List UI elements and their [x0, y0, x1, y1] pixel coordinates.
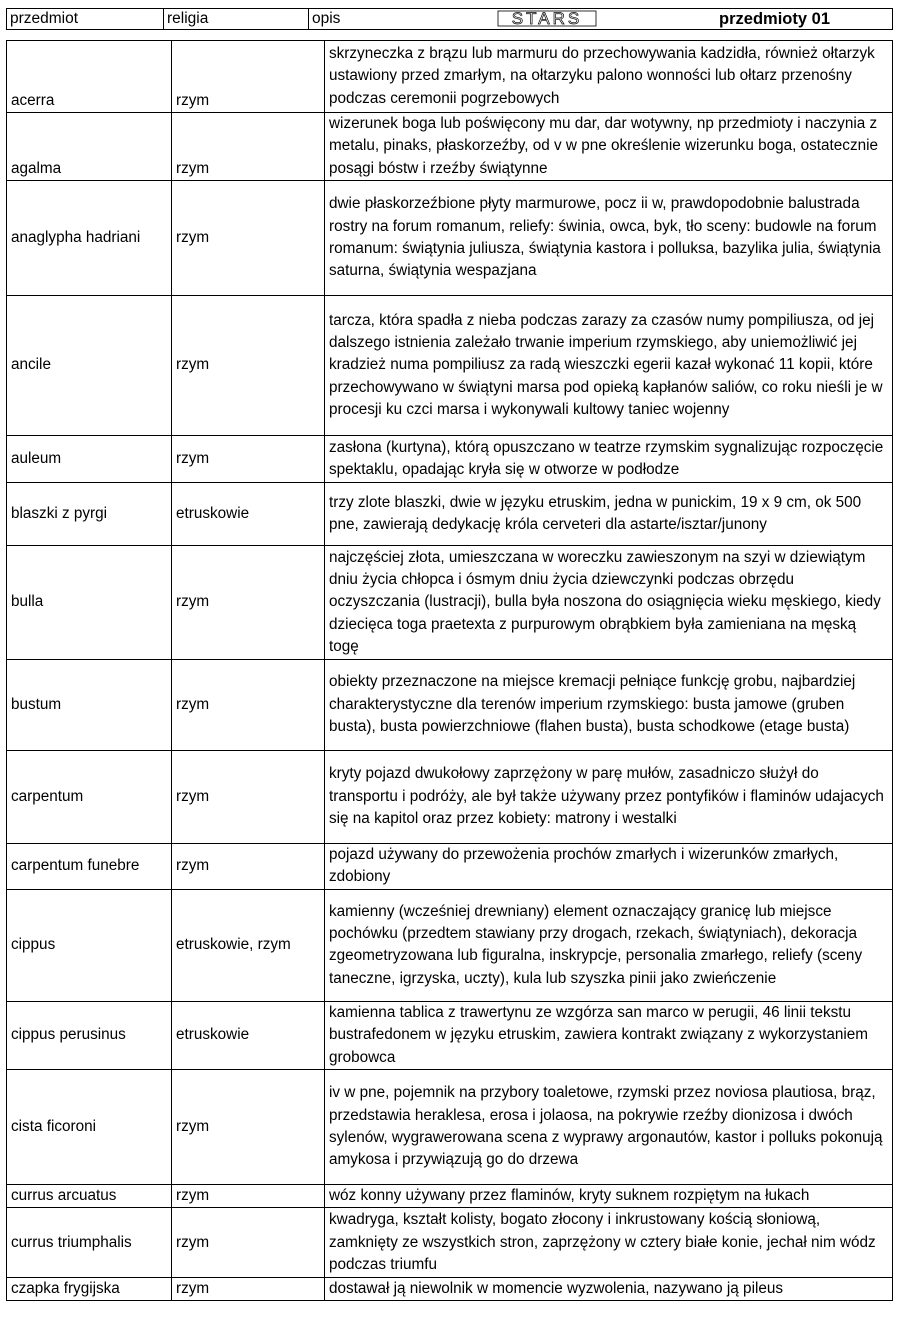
table-row: [7, 435, 893, 482]
item-cell: anaglypha hadriani: [7, 180, 172, 295]
table-row: [7, 1001, 893, 1069]
items-table: [6, 40, 893, 1301]
svg-text:STARS: STARS: [511, 9, 583, 28]
table-row: [7, 482, 893, 545]
item-cell: currus triumphalis: [7, 1208, 172, 1278]
description-cell: dwie płaskorzeźbione płyty marmurowe, pocz ii w, prawdopodobnie balustrada rostry na forum romanum, reliefy: świnia, owca, byk, tło sceny: budowle na forum romanum: świątynia juliusza, świątynia kastora i polluksa, bazylika julia, świątynia saturna, świątynia wespazjana: [325, 180, 893, 295]
table-row: [7, 659, 893, 750]
table-row: [7, 41, 893, 113]
table-row: [7, 889, 893, 1001]
description-cell: kwadryga, kształt kolisty, bogato złocony i inkrustowany kością słoniową, zamknięty ze wszystkich stron, zaprzężony w cztery białe konie, jechał nim wódz podczas triumfu: [325, 1208, 893, 1278]
item-cell: bulla: [7, 545, 172, 659]
religion-cell: rzym: [172, 1208, 325, 1278]
table-row: [7, 113, 893, 181]
religion-cell: rzym: [172, 41, 325, 113]
header-przedmiot: przedmiot: [7, 9, 164, 29]
religion-cell: etruskowie: [172, 1001, 325, 1069]
item-cell: cippus: [7, 889, 172, 1001]
religion-cell: rzym: [172, 750, 325, 843]
description-cell: zasłona (kurtyna), którą opuszczano w teatrze rzymskim sygnalizując rozpoczęcie spektaklu, opadając kryła się w otworze w podłodze: [325, 435, 893, 482]
table-row: [7, 1208, 893, 1278]
header-opis: opis: [312, 10, 341, 27]
description-cell: kamienny (wcześniej drewniany) element oznaczający granicę lub miejsce pochówku (przedtem stawiany przy drogach, rzekach, świątyniach), dekoracja zgeometryzowana lub figuralna, inskrypcje, personalia zmarłego, reliefy (sceny taneczne, igrzyska, uczty), kula lub szyszka pinii jako zwieńczenie: [325, 889, 893, 1001]
table-row: [7, 545, 893, 659]
table-row: [7, 295, 893, 435]
item-cell: carpentum funebre: [7, 843, 172, 889]
religion-cell: rzym: [172, 295, 325, 435]
item-cell: blaszki z pyrgi: [7, 482, 172, 545]
religion-cell: rzym: [172, 113, 325, 181]
description-cell: kryty pojazd dwukołowy zaprzężony w parę mułów, zasadniczo służył do transportu i podróży, ale był także używany przez pontyfików i flaminów udajacych się na kapitol oraz przez kobiety: matrony i westalki: [325, 750, 893, 843]
item-cell: cippus perusinus: [7, 1001, 172, 1069]
religion-cell: rzym: [172, 659, 325, 750]
religion-cell: etruskowie: [172, 482, 325, 545]
table-row: [7, 1184, 893, 1207]
religion-cell: rzym: [172, 1069, 325, 1184]
item-cell: agalma: [7, 113, 172, 181]
religion-cell: etruskowie, rzym: [172, 889, 325, 1001]
item-cell: czapka frygijska: [7, 1278, 172, 1301]
religion-cell: rzym: [172, 1278, 325, 1301]
description-cell: wóz konny używany przez flaminów, kryty suknem rozpiętym na łukach: [325, 1184, 893, 1207]
header-row: [6, 8, 893, 30]
item-cell: carpentum: [7, 750, 172, 843]
header-religia: religia: [164, 9, 309, 29]
item-cell: auleum: [7, 435, 172, 482]
page-title: przedmioty 01: [719, 10, 830, 28]
religion-cell: rzym: [172, 180, 325, 295]
description-cell: trzy zlote blaszki, dwie w języku etruskim, jedna w punickim, 19 x 9 cm, ok 500 pne, zawierają dedykację króla cerveteri dla astarte/isztar/junony: [325, 482, 893, 545]
item-cell: ancile: [7, 295, 172, 435]
description-cell: obiekty przeznaczone na miejsce kremacji pełniące funkcję grobu, najbardziej charakterystyczne dla terenów imperium rzymskiego: busta jamowe (gruben busta), busta powierzchniowe (flahen busta), busta schodkowe (etage busta): [325, 659, 893, 750]
religion-cell: rzym: [172, 545, 325, 659]
description-cell: kamienna tablica z trawertynu ze wzgórza san marco w perugii, 46 linii tekstu bustrafedonem w języku etruskim, zawiera kontrakt związany z wykorzystaniem grobowca: [325, 1001, 893, 1069]
table-row: [7, 750, 893, 843]
table-row: [7, 1278, 893, 1301]
item-cell: acerra: [7, 41, 172, 113]
religion-cell: rzym: [172, 843, 325, 889]
description-cell: pojazd używany do przewożenia prochów zmarłych i wizerunków zmarłych, zdobiony: [325, 843, 893, 889]
item-cell: bustum: [7, 659, 172, 750]
item-cell: cista ficoroni: [7, 1069, 172, 1184]
table-row: [7, 843, 893, 889]
description-cell: najczęściej złota, umieszczana w woreczku zawieszonym na szyi w dziewiątym dniu życia chłopca i ósmym dniu życia dziewczynki podczas obrzędu oczyszczania (lustracji), bulla była noszona do osiągnięcia wieku męskiego, kiedy dziecięca toga praetexta z purpurowym obrąbkiem była zamieniana na męską togę: [325, 545, 893, 659]
religion-cell: rzym: [172, 435, 325, 482]
stars-logo: [497, 8, 597, 29]
table-row: [7, 1069, 893, 1184]
item-cell: currus arcuatus: [7, 1184, 172, 1207]
description-cell: skrzyneczka z brązu lub marmuru do przechowywania kadzidła, również ołtarzyk ustawiony przed zmarłym, na ołtarzyku palono wonności lub ołtarz przenośny podczas ceremonii pogrzebowych: [325, 41, 893, 113]
description-cell: iv w pne, pojemnik na przybory toaletowe, rzymski przez noviosa plautiosa, brąz, przedstawia heraklesa, erosa i jolaosa, na pokrywie rzeźby dionizosa i dwóch sylenów, wygrawerowana scena z wyprawy argonautów, kastor i polluks pokonują amykosa i przywiązują go do drzewa: [325, 1069, 893, 1184]
description-cell: tarcza, która spadła z nieba podczas zarazy za czasów numy pompiliusza, od jej dalszego istnienia zależało trwanie imperium rzymskiego, aby uniemożliwić jej kradzież numa pompiliusz za radą wieszczki egerii kazał wykonać 11 kopii, które przechowywano w świątyni marsa pod opieką kapłanów saliów, co roku nieśli je w procesji ku czci marsa i wykonywali kultowy taniec wojenny: [325, 295, 893, 435]
table-row: [7, 180, 893, 295]
description-cell: wizerunek boga lub poświęcony mu dar, dar wotywny, np przedmioty i naczynia z metalu, pinaks, płaskorzeźby, od v w pne określenie wizerunku boga, ostatecznie posągi bóstw i rzeźby świątynne: [325, 113, 893, 181]
religion-cell: rzym: [172, 1184, 325, 1207]
description-cell: dostawał ją niewolnik w momencie wyzwolenia, nazywano ją pileus: [325, 1278, 893, 1301]
